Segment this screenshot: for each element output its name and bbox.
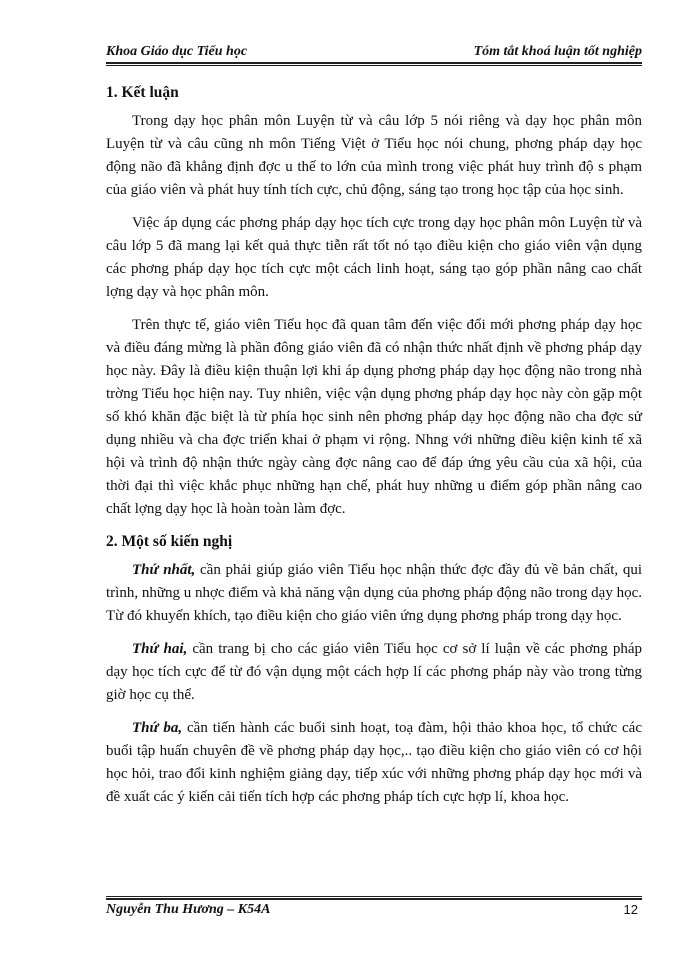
recommendation-3-lead: Thứ ba, [132,720,183,736]
conclusion-heading: 1. Kết luận [106,84,179,101]
recommendation-1 [106,559,642,628]
recommendation-3 [106,717,642,809]
running-footer [106,902,642,918]
running-header [106,38,642,60]
footer-author: Nguyễn Thu Hương – K54A [106,902,271,917]
recommendation-2 [106,638,642,707]
recommendation-1-text: cần phải giúp giáo viên Tiểu học nhận thức đợc đầy đủ về bản chất, qui trình, những u nhợc điểm và khả năng vận dụng của phơng pháp động não trong dạy học. Từ đó khuyến khích, tạo điều kiện cho giáo viên ứng dụng phơng pháp trong dạy học. [106,562,643,624]
recommendation-2-text: cần trang bị cho các giáo viên Tiểu học cơ sở lí luận về các phơng pháp dạy học tích cực để từ đó vận dụng một cách hợp lí các phơng pháp này vào trong từng giờ học cụ thể. [106,641,642,703]
header-rule [106,62,642,66]
conclusion-paragraph-1: Trong dạy học phân môn Luyện từ và câu lớp 5 nói riêng và dạy học phân môn Luyện từ và câu cũng nh môn Tiếng Việt ở Tiểu học nói chung, phơng pháp dạy học động não đã khẳng định đợc u thế to lớn của mình trong việc phát huy trình độ s phạm của giáo viên và phát huy tính tích cực, chủ động, sáng tạo trong học tập của học sinh. [106,113,642,198]
header-document-type: Tóm tắt khoá luận tốt nghiệp [473,44,642,59]
header-faculty: Khoa Giáo dục Tiểu học [106,44,248,59]
page-number: 12 [623,902,638,917]
page-body [106,82,642,819]
recommendation-2-lead: Thứ hai, [132,641,188,657]
recommendations-heading: 2. Một số kiến nghị [106,533,233,550]
footer-rule [106,896,642,900]
recommendation-1-lead: Thứ nhất, [132,562,196,578]
recommendation-3-text: cần tiến hành các buổi sinh hoạt, toạ đàm, hội thảo khoa học, tổ chức các buổi tập huấn chuyên đề về phơng pháp dạy học,.. tạo điều kiện cho giáo viên có cơ hội học hỏi, trao đổi kinh nghiệm giảng dạy, tiếp xúc với những phơng pháp dạy học mới và đề xuất các ý kiến cải tiến tích hợp các phơng pháp tích cực hợp lí, khoa học. [106,720,642,805]
conclusion-paragraph-2: Việc áp dụng các phơng pháp dạy học tích cực trong dạy học phân môn Luyện từ và câu lớp 5 đã mang lại kết quả thực tiễn rất tốt nó tạo điều kiện cho giáo viên vận dụng các phơng pháp dạy học tích cực một cách linh hoạt, sáng tạo góp phần nâng cao chất lợng dạy và học phân môn. [106,215,642,300]
conclusion-paragraph-3: Trên thực tế, giáo viên Tiểu học đã quan tâm đến việc đổi mới phơng pháp dạy học và điều đáng mừng là phần đông giáo viên đã có nhận thức nhất định về phơng pháp dạy học này. Đây là điều kiện thuận lợi khi áp dụng phơng pháp dạy học động não trong nhà trờng Tiểu học hiện nay. Tuy nhiên, việc vận dụng phơng pháp dạy học này còn gặp một số khó khăn đặc biệt là từ phía học sinh nên phơng pháp dạy học động não cha đợc sử dụng nhiều và cha đợc triển khai ở phạm vi rộng. Nhng với những điều kiện kinh tế xã hội và trình độ nhận thức ngày càng đợc nâng cao để đáp ứng yêu cầu của xã hội, của thời đại thì việc khắc phục những hạn chế, phát huy những u điểm góp phần nâng cao chất lợng dạy học là hoàn toàn làm đợc. [106,317,642,517]
